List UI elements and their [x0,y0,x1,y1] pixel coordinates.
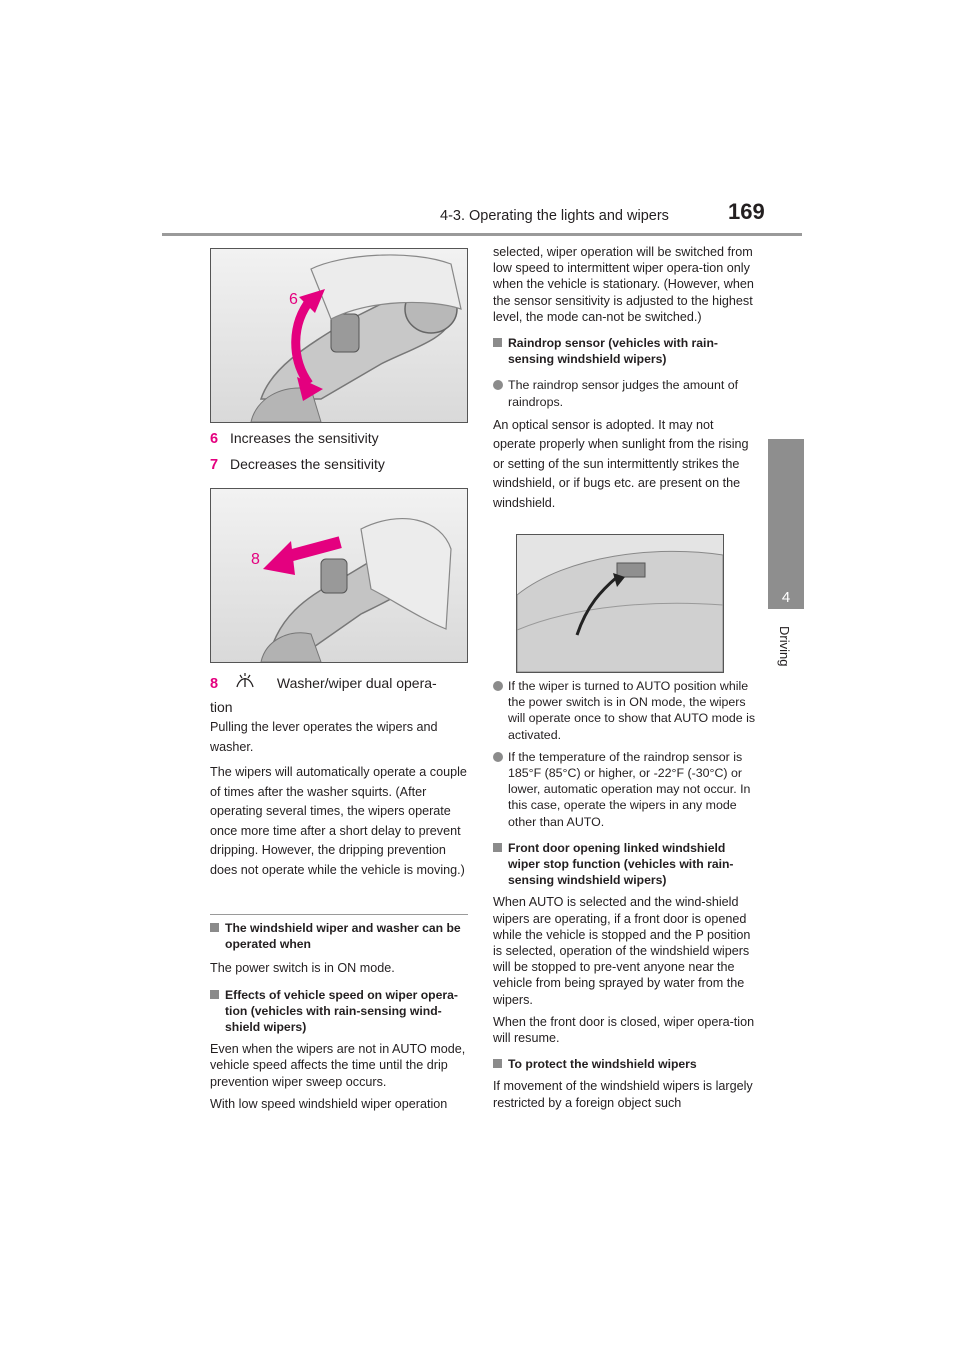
item-8 [210,672,470,715]
square-bullet-icon [210,990,219,999]
callout-8: 8 [251,551,260,568]
item-7-number: 7 [210,457,219,473]
raindrop-sensor-illustration [516,534,724,673]
para-movement-restricted: If movement of the windshield wipers is largely restricted by a foreign object such [493,1079,753,1110]
item-7 [210,456,470,474]
para-pulling-lever: Pulling the lever operates the wipers and washer. [210,720,438,754]
round-bullet-icon [493,752,503,762]
heading-vehicle-speed: Effects of vehicle speed on wiper opera-tion (vehicles with rain-sensing wind-shield wipers) [210,987,470,1036]
round-bullet-icon [493,380,503,390]
item-6-number: 6 [210,431,219,447]
washer-wiper-icon [234,672,264,695]
left-notes [210,920,470,1112]
square-bullet-icon [210,923,219,932]
item-6-text: Increases the sensitivity [230,430,379,446]
para-front-door-closed: When the front door is closed, wiper opera-tion will resume. [493,1014,755,1046]
item-8-text-line1: Washer/wiper dual opera- [276,674,437,691]
bullet-auto-position: If the wiper is turned to AUTO position while the power switch is in ON mode, the wipers will operate once to show that AUTO mode is activated. [493,678,758,743]
item-8-text-line2: tion [210,699,233,715]
para-optical-sensor: An optical sensor is adopted. It may not operate properly when sunlight from the rising or setting of the sun intermittently strikes the windshield, or if bugs etc. are present on the windshield. [493,417,749,510]
heading-raindrop-sensor: Raindrop sensor (vehicles with rain-sensing windshield wipers) [493,335,758,367]
lever-pull-svg [211,489,467,662]
bullet-temperature: If the temperature of the raindrop sensor is 185°F (85°C) or higher, or -22°F (-30°C) or lower, automatic operation may not occur. In this case, operate the wipers in any mode other than AUTO. [493,749,758,830]
left-body [210,718,470,880]
header-rule [162,233,802,236]
square-bullet-icon [493,843,502,852]
round-bullet-icon [493,681,503,691]
bullet-raindrop-amount: The raindrop sensor judges the amount of raindrops. [493,377,758,409]
chapter-tab [768,439,804,609]
item-7-text: Decreases the sensitivity [230,456,385,472]
right-body-top [493,244,758,513]
item-6 [210,430,470,448]
section-title: 4-3. Operating the lights and wipers [440,208,669,224]
lever-illustration-svg [211,249,467,422]
chapter-number: 4 [781,589,791,606]
square-bullet-icon [493,1059,502,1068]
lever-sensitivity-illustration [210,248,468,423]
para-wipers-auto: The wipers will automatically operate a couple of times after the washer squirts. (After operating several times, the wipers operate once more time after a short delay to prevent dripping. However, the dripping prevention does not operate while the vehicle is moving.) [210,765,467,877]
section-divider [210,914,468,915]
raindrop-sensor-svg [517,535,723,672]
heading-can-be-operated: The windshield wiper and washer can be operated when [210,920,470,952]
heading-protect-wipers: To protect the windshield wipers [493,1056,758,1072]
callout-7: 7 [299,373,308,390]
para-front-door-opened: When AUTO is selected and the wind-shield wipers are operating, if a front door is opened while the vehicle is stopped and the P position is selected, operation of the windshield wipers will be stopped to pre-vent anyone near the vehicle from being sprayed by water from the wipers. [493,895,751,1007]
para-power-switch: The power switch is in ON mode. [210,961,395,976]
square-bullet-icon [493,338,502,347]
para-auto-mode: Even when the wipers are not in AUTO mode, vehicle speed affects the time until the drip prevention wiper sweep occurs. [210,1042,466,1089]
item-8-number: 8 [210,675,219,692]
para-selected-wiper: selected, wiper operation will be switched from low speed to intermittent wiper opera-tion only when the vehicle is stationary. (However, when the sensor sensitivity is adjusted to the highest level, the mode can-not be switched.) [493,245,754,324]
chapter-label: Driving [777,626,792,667]
right-body-bottom [493,678,758,1111]
callout-6: 6 [289,291,298,308]
para-low-speed: With low speed windshield wiper operation [210,1096,448,1111]
page-number: 169 [728,199,765,224]
heading-front-door: Front door opening linked windshield wiper stop function (vehicles with rain-sensing windshield wipers) [493,840,758,889]
lever-pull-illustration [210,488,468,663]
